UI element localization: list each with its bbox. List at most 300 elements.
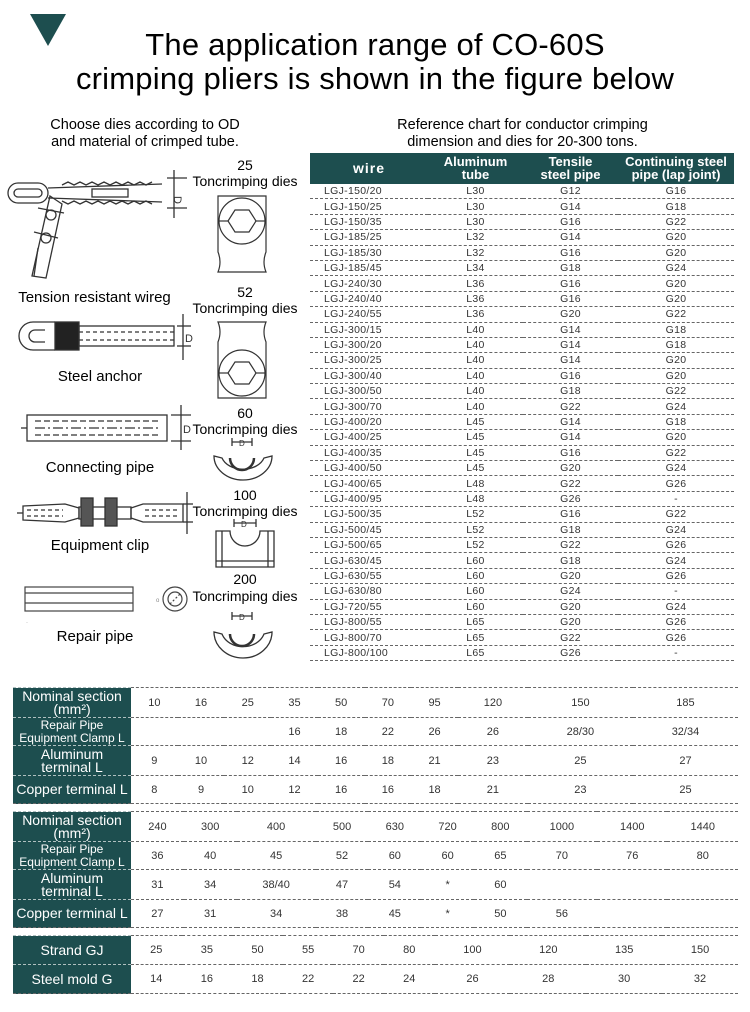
aluminum-tube-cell: L48 <box>428 476 523 491</box>
reference-chart-table <box>310 153 734 661</box>
tensile-steel-pipe-cell: G14 <box>523 430 618 445</box>
value-cell: 32 <box>662 965 738 994</box>
value-cell: 16 <box>365 776 412 804</box>
table-row <box>310 507 734 522</box>
continuing-steel-pipe-cell: G26 <box>618 630 734 645</box>
value-cell: 60 <box>421 842 474 870</box>
value-cell: 9 <box>131 746 178 776</box>
tensile-steel-pipe-cell: G26 <box>523 491 618 506</box>
repair-pipe-drawing-icon <box>20 582 190 627</box>
dies-subtitle-line-2: and material of crimped tube. <box>51 134 239 150</box>
value-cell: 100 <box>435 936 511 965</box>
table-row <box>310 307 734 322</box>
dimension-d-label: D <box>183 424 191 436</box>
title-line-2: crimping pliers is shown in the figure below <box>75 61 675 96</box>
wire-cell: LGJ-400/65 <box>310 476 428 491</box>
tensile-steel-pipe-cell: G12 <box>523 184 618 199</box>
aluminum-tube-cell: L52 <box>428 522 523 537</box>
wire-cell: LGJ-300/25 <box>310 353 428 368</box>
equipment-clip-label: Equipment clip <box>50 537 150 554</box>
table-row <box>310 491 734 506</box>
wire-cell: LGJ-150/20 <box>310 184 428 199</box>
steel-anchor-label: Steel anchor <box>57 368 143 385</box>
row-header: Aluminum terminal L <box>13 746 131 776</box>
wire-cell: LGJ-185/30 <box>310 245 428 260</box>
value-cell: 16 <box>178 688 225 718</box>
continuing-steel-pipe-cell: G22 <box>618 445 734 460</box>
value-cell: 25 <box>633 776 738 804</box>
reference-header-row <box>310 153 734 184</box>
value-cell: 185 <box>633 688 738 718</box>
die-100-label: Toncrimping dies <box>192 503 298 519</box>
continuing-steel-pipe-cell: G22 <box>618 214 734 229</box>
value-cell <box>597 900 667 928</box>
table-row <box>310 384 734 399</box>
die-100-tonnage: 100 <box>233 487 257 503</box>
aluminum-tube-cell: L52 <box>428 537 523 552</box>
title-line-1: The application range of CO-60S <box>145 27 605 62</box>
value-cell: 630 <box>368 812 421 842</box>
tensile-steel-pipe-cell: G20 <box>523 307 618 322</box>
continuing-steel-pipe-cell: G26 <box>618 614 734 629</box>
value-cell: 45 <box>237 842 316 870</box>
wire-cell: LGJ-240/40 <box>310 291 428 306</box>
dimension-d-label: D <box>241 520 247 529</box>
table-row <box>13 870 738 900</box>
value-cell: 22 <box>283 965 334 994</box>
table-row <box>310 353 734 368</box>
aluminum-tube-cell: L40 <box>428 399 523 414</box>
tensile-steel-pipe-cell: G16 <box>523 445 618 460</box>
tensile-steel-pipe-cell: G22 <box>523 630 618 645</box>
value-cell: 14 <box>271 746 318 776</box>
table-row <box>310 368 734 383</box>
tensile-steel-pipe-cell: G26 <box>523 645 618 660</box>
hex-die-icon <box>216 320 268 400</box>
value-cell: 16 <box>271 718 318 746</box>
aluminum-tube-cell: L60 <box>428 599 523 614</box>
tensile-steel-pipe-cell: G22 <box>523 399 618 414</box>
table-row <box>310 337 734 352</box>
value-cell: 23 <box>458 746 528 776</box>
value-cell: 40 <box>184 842 237 870</box>
value-cell: 22 <box>365 718 412 746</box>
table-row <box>310 614 734 629</box>
table-row <box>310 245 734 260</box>
die-60-label: Toncrimping dies <box>192 421 298 437</box>
value-cell: 12 <box>271 776 318 804</box>
value-cell <box>224 718 271 746</box>
value-cell: 800 <box>474 812 527 842</box>
value-cell: 27 <box>131 900 184 928</box>
value-cell: 26 <box>435 965 511 994</box>
value-cell: 18 <box>232 965 283 994</box>
value-cell: 70 <box>365 688 412 718</box>
aluminum-tube-cell: L30 <box>428 199 523 214</box>
dimension-d-label: D <box>239 613 245 622</box>
continuing-steel-pipe-cell: G24 <box>618 522 734 537</box>
aluminum-tube-cell: L30 <box>428 184 523 199</box>
aluminum-tube-cell: L65 <box>428 614 523 629</box>
tensile-steel-pipe-cell: G16 <box>523 214 618 229</box>
aluminum-tube-cell: L48 <box>428 491 523 506</box>
dimension-d-label: D <box>239 439 245 448</box>
die-52-tonnage: 52 <box>237 284 253 300</box>
value-cell: 18 <box>318 718 365 746</box>
aluminum-tube-cell: L60 <box>428 568 523 583</box>
value-cell: 50 <box>318 688 365 718</box>
tensile-steel-pipe-cell: G20 <box>523 461 618 476</box>
row-header: Repair Pipe Equipment Clamp L <box>13 842 131 870</box>
continuing-steel-pipe-cell: G22 <box>618 384 734 399</box>
die-25-tonnage: 25 <box>237 157 253 173</box>
value-cell: 54 <box>368 870 421 900</box>
continuing-steel-pipe-cell: G24 <box>618 399 734 414</box>
table-row <box>13 812 738 842</box>
table-row <box>310 445 734 460</box>
value-cell: 80 <box>384 936 435 965</box>
value-cell: 32/34 <box>633 718 738 746</box>
value-cell: 1000 <box>527 812 597 842</box>
dies-subtitle <box>20 117 270 151</box>
aluminum-tube-cell: L40 <box>428 322 523 337</box>
wire-cell: LGJ-500/35 <box>310 507 428 522</box>
wire-cell: LGJ-500/45 <box>310 522 428 537</box>
tensile-steel-pipe-cell: G18 <box>523 522 618 537</box>
table-row <box>310 430 734 445</box>
tensile-steel-pipe-cell: G14 <box>523 414 618 429</box>
table-row <box>310 476 734 491</box>
reference-subtitle-line-2: dimension and dies for 20-300 tons. <box>407 134 638 150</box>
value-cell: 38/40 <box>237 870 316 900</box>
table-row <box>310 260 734 275</box>
value-cell: 56 <box>527 900 597 928</box>
value-cell: 25 <box>131 936 182 965</box>
table-row <box>13 776 738 804</box>
value-cell: 18 <box>365 746 412 776</box>
aluminum-tube-cell: L40 <box>428 353 523 368</box>
continuing-steel-pipe-cell: G22 <box>618 307 734 322</box>
table-row <box>310 414 734 429</box>
aluminum-tube-cell: L40 <box>428 368 523 383</box>
tensile-steel-pipe-cell: G16 <box>523 276 618 291</box>
table-row <box>13 688 738 718</box>
wire-cell: LGJ-630/45 <box>310 553 428 568</box>
arc-die-icon <box>212 612 274 660</box>
wire-cell: LGJ-720/55 <box>310 599 428 614</box>
row-header: Steel mold G <box>13 965 131 994</box>
tensile-steel-pipe-cell: G14 <box>523 230 618 245</box>
value-cell: 9 <box>178 776 225 804</box>
tensile-steel-pipe-cell: G20 <box>523 614 618 629</box>
value-cell: 10 <box>178 746 225 776</box>
tensile-steel-pipe-cell: G14 <box>523 353 618 368</box>
wire-cell: LGJ-150/25 <box>310 199 428 214</box>
row-header: Repair Pipe Equipment Clamp L <box>13 718 131 746</box>
table-row <box>13 965 738 994</box>
value-cell: 21 <box>411 746 458 776</box>
connecting-pipe-label: Connecting pipe <box>45 459 155 476</box>
wire-cell: LGJ-400/35 <box>310 445 428 460</box>
aluminum-tube-cell: L40 <box>428 384 523 399</box>
tensile-steel-pipe-cell: G24 <box>523 584 618 599</box>
page-title <box>0 28 750 96</box>
value-cell <box>667 900 738 928</box>
row-header: Nominal section (mm²) <box>13 812 131 842</box>
value-cell: 30 <box>586 965 662 994</box>
continuing-steel-pipe-cell: G18 <box>618 337 734 352</box>
table-row <box>310 291 734 306</box>
aluminum-tube-cell: L36 <box>428 307 523 322</box>
value-cell: 150 <box>662 936 738 965</box>
section-table-1 <box>13 687 738 804</box>
wire-cell: LGJ-300/20 <box>310 337 428 352</box>
value-cell: 34 <box>184 870 237 900</box>
table-row <box>13 900 738 928</box>
table-row <box>310 584 734 599</box>
value-cell: 16 <box>318 776 365 804</box>
value-cell: 10 <box>224 776 271 804</box>
reference-subtitle-line-1: Reference chart for conductor crimping <box>397 117 648 133</box>
table-row <box>13 842 738 870</box>
continuing-steel-pipe-cell: G18 <box>618 322 734 337</box>
continuing-steel-pipe-cell: G18 <box>618 199 734 214</box>
table-row <box>310 214 734 229</box>
continuing-steel-pipe-cell: G20 <box>618 245 734 260</box>
table-row <box>310 199 734 214</box>
svg-text:·: · <box>26 620 28 626</box>
header-aluminum-tube: Aluminum tube <box>428 153 523 184</box>
value-cell: 120 <box>510 936 586 965</box>
value-cell: 60 <box>368 842 421 870</box>
value-cell: 76 <box>597 842 667 870</box>
tensile-steel-pipe-cell: G14 <box>523 322 618 337</box>
value-cell: 28 <box>510 965 586 994</box>
section-table-2 <box>13 811 738 928</box>
value-cell: 135 <box>586 936 662 965</box>
row-header: Copper terminal L <box>13 900 131 928</box>
tensile-steel-pipe-cell: G14 <box>523 337 618 352</box>
value-cell: 70 <box>333 936 384 965</box>
value-cell: 22 <box>333 965 384 994</box>
value-cell: 45 <box>368 900 421 928</box>
aluminum-tube-cell: L45 <box>428 430 523 445</box>
wire-cell: LGJ-500/65 <box>310 537 428 552</box>
aluminum-tube-cell: L65 <box>428 630 523 645</box>
value-cell: 34 <box>237 900 316 928</box>
table-row <box>310 645 734 660</box>
value-cell: 24 <box>384 965 435 994</box>
aluminum-tube-cell: L60 <box>428 553 523 568</box>
table-row <box>13 936 738 965</box>
table-row <box>310 230 734 245</box>
wire-cell: LGJ-150/35 <box>310 214 428 229</box>
value-cell: 55 <box>283 936 334 965</box>
continuing-steel-pipe-cell: G20 <box>618 368 734 383</box>
dies-subtitle-line-1: Choose dies according to OD <box>50 117 240 133</box>
dimension-d-label: D <box>171 196 183 204</box>
value-cell: 27 <box>633 746 738 776</box>
svg-text:o: o <box>156 598 160 604</box>
row-header: Aluminum terminal L <box>13 870 131 900</box>
header-continuing-steel-pipe: Continuing steel pipe (lap joint) <box>618 153 734 184</box>
value-cell: 18 <box>411 776 458 804</box>
aluminum-tube-cell: L45 <box>428 445 523 460</box>
value-cell: 21 <box>458 776 528 804</box>
value-cell: 25 <box>224 688 271 718</box>
continuing-steel-pipe-cell: - <box>618 645 734 660</box>
value-cell: 35 <box>182 936 233 965</box>
wire-cell: LGJ-630/80 <box>310 584 428 599</box>
tensile-steel-pipe-cell: G18 <box>523 384 618 399</box>
value-cell: 12 <box>224 746 271 776</box>
value-cell: 16 <box>318 746 365 776</box>
table-row <box>310 184 734 199</box>
value-cell: 31 <box>131 870 184 900</box>
value-cell: 26 <box>458 718 528 746</box>
value-cell: 31 <box>184 900 237 928</box>
value-cell: 70 <box>527 842 597 870</box>
aluminum-tube-cell: L36 <box>428 291 523 306</box>
value-cell: 150 <box>528 688 633 718</box>
value-cell: 52 <box>316 842 369 870</box>
hex-die-icon <box>216 194 268 274</box>
value-cell: 1400 <box>597 812 667 842</box>
wire-cell: LGJ-400/50 <box>310 461 428 476</box>
continuing-steel-pipe-cell: G26 <box>618 537 734 552</box>
arc-die-icon <box>212 438 274 482</box>
continuing-steel-pipe-cell: G16 <box>618 184 734 199</box>
table-row <box>310 630 734 645</box>
wire-cell: LGJ-300/70 <box>310 399 428 414</box>
continuing-steel-pipe-cell: G20 <box>618 430 734 445</box>
table-row <box>310 599 734 614</box>
wire-cell: LGJ-240/30 <box>310 276 428 291</box>
value-cell <box>131 718 178 746</box>
repair-pipe-label: Repair pipe <box>56 628 134 645</box>
reference-chart-subtitle <box>360 117 685 151</box>
equipment-clip-drawing-icon <box>15 490 193 535</box>
table-row <box>310 399 734 414</box>
wire-cell: LGJ-300/50 <box>310 384 428 399</box>
continuing-steel-pipe-cell: G24 <box>618 599 734 614</box>
tensile-steel-pipe-cell: G22 <box>523 537 618 552</box>
table-row <box>13 718 738 746</box>
value-cell: 400 <box>237 812 316 842</box>
value-cell: 36 <box>131 842 184 870</box>
table-row <box>13 746 738 776</box>
wire-cell: LGJ-400/95 <box>310 491 428 506</box>
row-header: Nominal section (mm²) <box>13 688 131 718</box>
continuing-steel-pipe-cell: G24 <box>618 260 734 275</box>
die-25-label: Toncrimping dies <box>192 173 298 189</box>
table-row <box>310 568 734 583</box>
wire-cell: LGJ-800/55 <box>310 614 428 629</box>
continuing-steel-pipe-cell: G20 <box>618 353 734 368</box>
table-row <box>310 537 734 552</box>
value-cell: 500 <box>316 812 369 842</box>
value-cell: 50 <box>474 900 527 928</box>
tensile-steel-pipe-cell: G16 <box>523 507 618 522</box>
continuing-steel-pipe-cell: G18 <box>618 414 734 429</box>
aluminum-tube-cell: L32 <box>428 245 523 260</box>
tensile-steel-pipe-cell: G16 <box>523 291 618 306</box>
value-cell: 28/30 <box>528 718 633 746</box>
wire-cell: LGJ-240/55 <box>310 307 428 322</box>
dimension-d-label: D <box>185 333 193 345</box>
aluminum-tube-cell: L60 <box>428 584 523 599</box>
table-row <box>310 553 734 568</box>
value-cell: 25 <box>528 746 633 776</box>
aluminum-tube-cell: L32 <box>428 230 523 245</box>
connecting-pipe-drawing-icon <box>15 405 190 450</box>
value-cell: 8 <box>131 776 178 804</box>
aluminum-tube-cell: L40 <box>428 337 523 352</box>
value-cell <box>527 870 597 900</box>
table-row <box>310 276 734 291</box>
value-cell: 240 <box>131 812 184 842</box>
tensile-steel-pipe-cell: G20 <box>523 568 618 583</box>
u-block-die-icon <box>212 519 278 569</box>
wire-cell: LGJ-400/25 <box>310 430 428 445</box>
tension-clamp-label: Tension resistant wireg <box>18 289 171 306</box>
tensile-steel-pipe-cell: G22 <box>523 476 618 491</box>
value-cell: 16 <box>182 965 233 994</box>
value-cell: 1440 <box>667 812 738 842</box>
die-200-label: Toncrimping dies <box>192 588 298 604</box>
value-cell: 80 <box>667 842 738 870</box>
header-wire: wire <box>310 153 428 184</box>
value-cell: 23 <box>528 776 633 804</box>
header-tensile-steel-pipe: Tensile steel pipe <box>523 153 618 184</box>
aluminum-tube-cell: L52 <box>428 507 523 522</box>
tension-clamp-drawing-icon <box>2 168 187 298</box>
tensile-steel-pipe-cell: G16 <box>523 245 618 260</box>
value-cell: 38 <box>316 900 369 928</box>
row-header: Copper terminal L <box>13 776 131 804</box>
value-cell: 60 <box>474 870 527 900</box>
continuing-steel-pipe-cell: - <box>618 584 734 599</box>
value-cell: 10 <box>131 688 178 718</box>
wire-cell: LGJ-800/100 <box>310 645 428 660</box>
table-row <box>310 522 734 537</box>
continuing-steel-pipe-cell: G24 <box>618 461 734 476</box>
value-cell <box>597 870 667 900</box>
die-60-tonnage: 60 <box>237 405 253 421</box>
aluminum-tube-cell: L30 <box>428 214 523 229</box>
value-cell: 95 <box>411 688 458 718</box>
wire-cell: LGJ-800/70 <box>310 630 428 645</box>
aluminum-tube-cell: L45 <box>428 461 523 476</box>
value-cell: 300 <box>184 812 237 842</box>
row-header: Strand GJ <box>13 936 131 965</box>
value-cell: 720 <box>421 812 474 842</box>
continuing-steel-pipe-cell: G24 <box>618 553 734 568</box>
tensile-steel-pipe-cell: G20 <box>523 599 618 614</box>
continuing-steel-pipe-cell: - <box>618 491 734 506</box>
value-cell: 120 <box>458 688 528 718</box>
value-cell: 65 <box>474 842 527 870</box>
wire-cell: LGJ-400/20 <box>310 414 428 429</box>
tensile-steel-pipe-cell: G18 <box>523 553 618 568</box>
value-cell: 50 <box>232 936 283 965</box>
die-52-label: Toncrimping dies <box>192 300 298 316</box>
tensile-steel-pipe-cell: G18 <box>523 260 618 275</box>
continuing-steel-pipe-cell: G20 <box>618 291 734 306</box>
continuing-steel-pipe-cell: G26 <box>618 568 734 583</box>
die-200-tonnage: 200 <box>233 571 257 587</box>
strand-table <box>13 935 738 994</box>
